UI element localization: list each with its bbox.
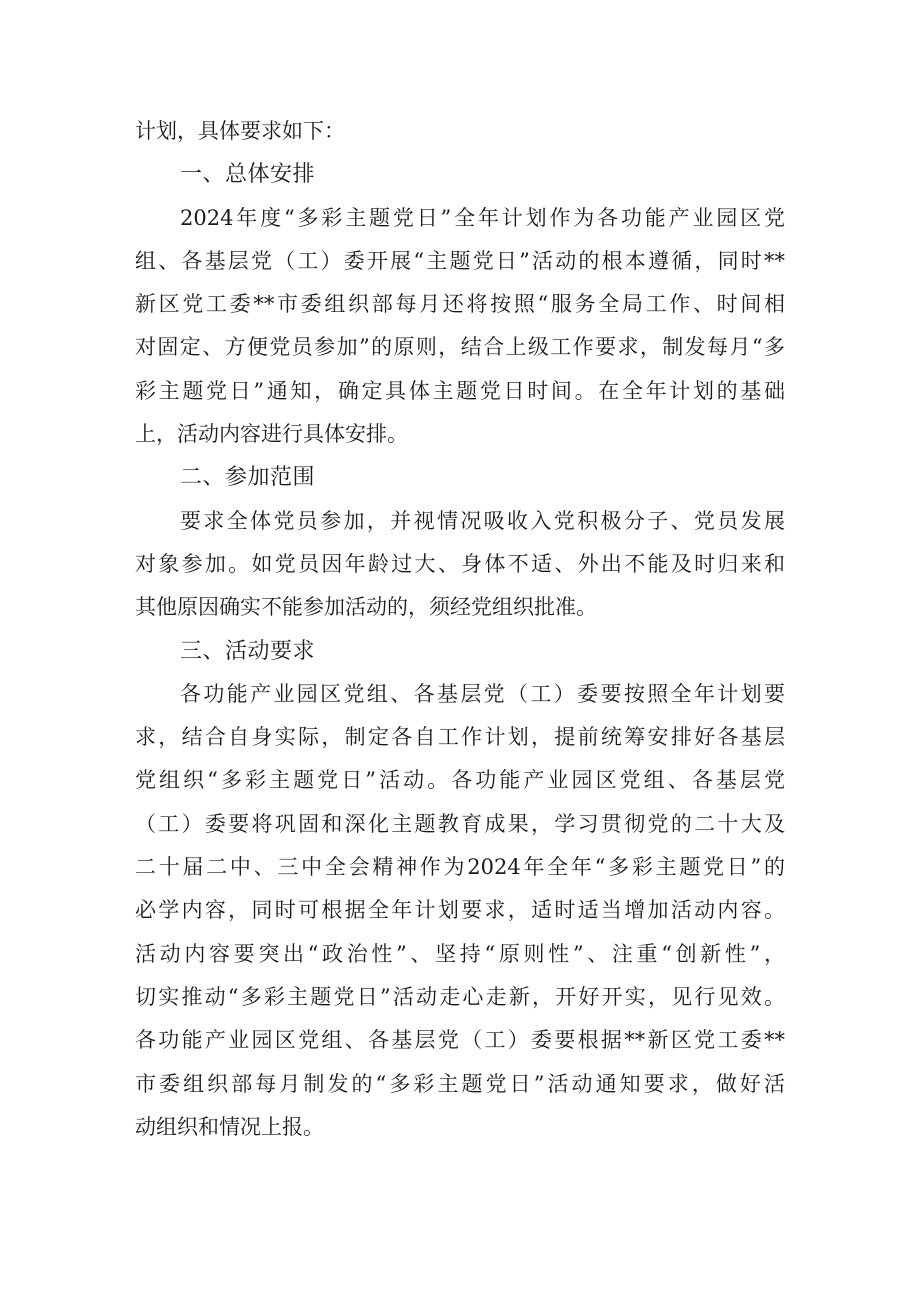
paragraph-line: 组、各基层党（工）委开展“主题党日”活动的根本遵循，同时** [135, 248, 785, 273]
paragraph-line: 活动内容要突出“政治性”、坚持“原则性”、注重“创新性”， [135, 941, 785, 966]
paragraph-line: 党组织“多彩主题党日”活动。各功能产业园区党组、各基层党 [135, 768, 785, 793]
section-heading: 一、总体安排 [180, 162, 316, 188]
paragraph-line: 二十届二中、三中全会精神作为2024年全年“多彩主题党日”的 [135, 855, 785, 880]
intro-line: 计划，具体要求如下： [135, 119, 345, 143]
paragraph-line: 对象参加。如党员因年龄过大、身体不适、外出不能及时归来和 [135, 551, 785, 576]
paragraph-line: 新区党工委**市委组织部每月还将按照“服务全局工作、时间相 [135, 292, 785, 317]
paragraph-line: 2024年度“多彩主题党日”全年计划作为各功能产业园区党 [180, 205, 785, 230]
paragraph-line: 对固定、方便党员参加”的原则，结合上级工作要求，制发每月“多 [135, 335, 785, 360]
paragraph-line: 切实推动“多彩主题党日”活动走心走新，开好开实，见行见效。 [135, 984, 785, 1009]
section-activity-requirements [135, 630, 785, 1150]
paragraph-line: 彩主题党日”通知，确定具体主题党日时间。在全年计划的基础 [135, 378, 785, 403]
paragraph-line: 其他原因确实不能参加活动的，须经党组织批准。 [135, 595, 597, 620]
paragraph-line: 上，活动内容进行具体安排。 [135, 422, 408, 447]
paragraph-line: 求，结合自身实际，制定各自工作计划，提前统筹安排好各基层 [135, 725, 785, 750]
paragraph-line: 各功能产业园区党组、各基层党（工）委要按照全年计划要 [180, 681, 785, 706]
paragraph-line: 必学内容，同时可根据全年计划要求，适时适当增加活动内容。 [135, 898, 785, 923]
paragraph-line: 动组织和情况上报。 [135, 1114, 324, 1139]
paragraph-line: （工）委要将巩固和深化主题教育成果，学习贯彻党的二十大及 [135, 811, 785, 836]
document-body [135, 110, 785, 1149]
section-heading: 二、参加范围 [180, 465, 316, 491]
section-participation-scope [135, 456, 785, 629]
paragraph-line: 要求全体党员参加，并视情况吸收入党积极分子、党员发展 [180, 508, 785, 533]
section-heading: 三、活动要求 [180, 638, 316, 664]
paragraph-line: 各功能产业园区党组、各基层党（工）委要根据**新区党工委** [135, 1028, 785, 1053]
section-overall-arrangement [135, 153, 785, 456]
paragraph-line: 市委组织部每月制发的“多彩主题党日”活动通知要求，做好活 [135, 1071, 785, 1096]
